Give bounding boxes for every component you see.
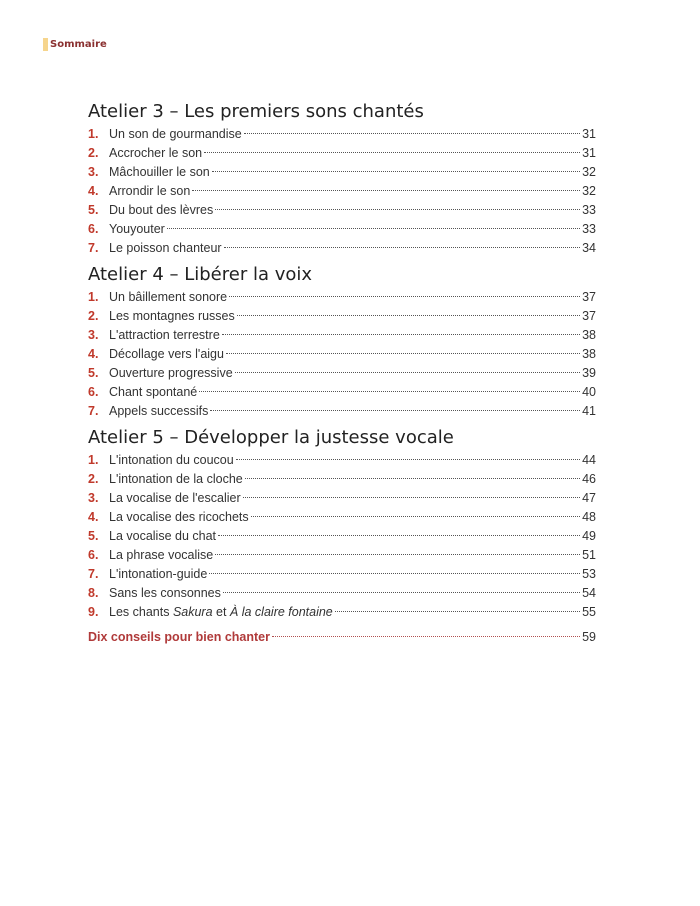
- dot-leader: [223, 592, 580, 593]
- entry-label: Youyouter: [109, 222, 165, 236]
- entry-label: Sans les consonnes: [109, 586, 221, 600]
- entry-number: 2.: [88, 472, 99, 486]
- entry-page: 55: [582, 605, 596, 619]
- entry-number: 7.: [88, 404, 99, 418]
- atelier-section-3: [88, 99, 596, 258]
- entry-page: 48: [582, 510, 596, 524]
- entry-number: 3.: [88, 165, 99, 179]
- entry-number: 5.: [88, 529, 99, 543]
- final-entry-page: 59: [582, 630, 596, 644]
- entry-page: 47: [582, 491, 596, 505]
- entry-label: Un bâillement sonore: [109, 290, 228, 304]
- entry-number: 6.: [88, 385, 99, 399]
- atelier-title: Atelier 4 – Libérer la voix: [88, 264, 313, 285]
- entry-label: Décollage vers l'aigu: [109, 347, 224, 361]
- entry-page: 40: [582, 385, 596, 399]
- entry-label: Le poisson chanteur: [109, 241, 222, 255]
- entry-number: 2.: [88, 146, 99, 160]
- dot-leader: [224, 247, 581, 248]
- entry-page: 38: [582, 347, 596, 361]
- entry-number: 5.: [88, 366, 99, 380]
- dot-leader: [237, 315, 580, 316]
- entry-number: 8.: [88, 586, 99, 600]
- toc-entry[interactable]: [88, 383, 596, 402]
- toc-entry[interactable]: [88, 239, 596, 258]
- toc-entry[interactable]: [88, 288, 596, 307]
- dot-leader: [272, 636, 580, 637]
- entry-label: Accrocher le son: [109, 146, 203, 160]
- entry-label: Ouverture progressive: [109, 366, 233, 380]
- dot-leader: [209, 573, 580, 574]
- toc-entry-dix-conseils[interactable]: [88, 628, 596, 647]
- entry-number: 6.: [88, 222, 99, 236]
- entry-label: La vocalise de l'escalier: [109, 491, 241, 505]
- atelier-section-5: [88, 425, 596, 622]
- toc-entry[interactable]: [88, 451, 596, 470]
- entry-page: 33: [582, 222, 596, 236]
- toc-entry[interactable]: [88, 364, 596, 383]
- entry-label: La phrase vocalise: [109, 548, 214, 562]
- dot-leader: [226, 353, 580, 354]
- entry-number: 4.: [88, 510, 99, 524]
- toc-entry[interactable]: [88, 144, 596, 163]
- entry-page: 38: [582, 328, 596, 342]
- dot-leader: [212, 171, 580, 172]
- entry-number: 7.: [88, 241, 99, 255]
- final-entry-label: Dix conseils pour bien chanter: [88, 630, 270, 644]
- entry-label: L'attraction terrestre: [109, 328, 220, 342]
- entry-number: 9.: [88, 605, 99, 619]
- dot-leader: [199, 391, 580, 392]
- atelier-section-4: [88, 262, 596, 421]
- toc-entry[interactable]: [88, 603, 596, 622]
- entry-number: 3.: [88, 328, 99, 342]
- entry-label-title: Sakura: [172, 605, 213, 619]
- dot-leader: [236, 459, 580, 460]
- entry-page: 39: [582, 366, 596, 380]
- entry-page: 37: [582, 290, 596, 304]
- entry-number: 1.: [88, 127, 99, 141]
- entry-page: 34: [582, 241, 596, 255]
- toc-entry[interactable]: [88, 326, 596, 345]
- entry-page: 31: [582, 127, 596, 141]
- entry-label-title: À la claire fontaine: [229, 605, 333, 619]
- toc-entry[interactable]: [88, 125, 596, 144]
- entry-number: 7.: [88, 567, 99, 581]
- toc-entry[interactable]: [88, 546, 596, 565]
- toc-entry[interactable]: [88, 307, 596, 326]
- toc-entry[interactable]: [88, 508, 596, 527]
- entry-page: 44: [582, 453, 596, 467]
- entry-label: Les montagnes russes: [109, 309, 235, 323]
- entry-number: 1.: [88, 290, 99, 304]
- atelier-title: Atelier 5 – Développer la justesse vocale: [88, 427, 454, 448]
- entry-page: 53: [582, 567, 596, 581]
- entry-label: La vocalise du chat: [109, 529, 217, 543]
- dot-leader: [167, 228, 580, 229]
- dot-leader: [215, 209, 580, 210]
- entry-number: 6.: [88, 548, 99, 562]
- entry-label: L'intonation du coucou: [109, 453, 234, 467]
- entry-page: 33: [582, 203, 596, 217]
- dot-leader: [335, 611, 580, 612]
- entry-label: Chant spontané: [109, 385, 198, 399]
- toc-entry[interactable]: [88, 527, 596, 546]
- entry-page: 51: [582, 548, 596, 562]
- entry-label: L'intonation-guide: [109, 567, 208, 581]
- entry-label: L'intonation de la cloche: [109, 472, 243, 486]
- dot-leader: [210, 410, 580, 411]
- entry-page: 32: [582, 184, 596, 198]
- entry-number: 1.: [88, 453, 99, 467]
- dot-leader: [235, 372, 580, 373]
- toc-entry[interactable]: [88, 201, 596, 220]
- header-accent-bar: [43, 38, 48, 51]
- entry-page: 32: [582, 165, 596, 179]
- toc-entry[interactable]: [88, 565, 596, 584]
- entry-page: 49: [582, 529, 596, 543]
- entry-page: 46: [582, 472, 596, 486]
- entry-number: 4.: [88, 184, 99, 198]
- toc-entry[interactable]: [88, 584, 596, 603]
- dot-leader: [192, 190, 580, 191]
- entry-page: 41: [582, 404, 596, 418]
- toc-entry[interactable]: [88, 470, 596, 489]
- toc-entry[interactable]: [88, 182, 596, 201]
- entry-label: Arrondir le son: [109, 184, 191, 198]
- dot-leader: [204, 152, 580, 153]
- entry-page: 31: [582, 146, 596, 160]
- running-header: [43, 37, 107, 51]
- toc-entry[interactable]: [88, 345, 596, 364]
- dot-leader: [243, 497, 580, 498]
- entry-label: Du bout des lèvres: [109, 203, 214, 217]
- toc-entry[interactable]: [88, 220, 596, 239]
- entry-label: La vocalise des ricochets: [109, 510, 249, 524]
- table-of-contents: [88, 97, 596, 647]
- entry-number: 3.: [88, 491, 99, 505]
- dot-leader: [215, 554, 580, 555]
- entry-page: 37: [582, 309, 596, 323]
- entry-number: 5.: [88, 203, 99, 217]
- entry-label-part: Les chants: [109, 605, 173, 619]
- dot-leader: [229, 296, 580, 297]
- entry-label-part: et: [212, 605, 230, 619]
- entry-page: 54: [582, 586, 596, 600]
- entry-label: Appels successifs: [109, 404, 209, 418]
- dot-leader: [245, 478, 580, 479]
- toc-entry[interactable]: [88, 489, 596, 508]
- dot-leader: [218, 535, 580, 536]
- entry-label: Mâchouiller le son: [109, 165, 210, 179]
- toc-entry[interactable]: [88, 163, 596, 182]
- entry-label: [109, 603, 333, 622]
- toc-entry[interactable]: [88, 402, 596, 421]
- header-label: Sommaire: [50, 38, 107, 50]
- entry-number: 4.: [88, 347, 99, 361]
- atelier-title: Atelier 3 – Les premiers sons chantés: [88, 101, 424, 122]
- dot-leader: [222, 334, 580, 335]
- dot-leader: [244, 133, 580, 134]
- dot-leader: [251, 516, 580, 517]
- entry-label: Un son de gourmandise: [109, 127, 242, 141]
- entry-number: 2.: [88, 309, 99, 323]
